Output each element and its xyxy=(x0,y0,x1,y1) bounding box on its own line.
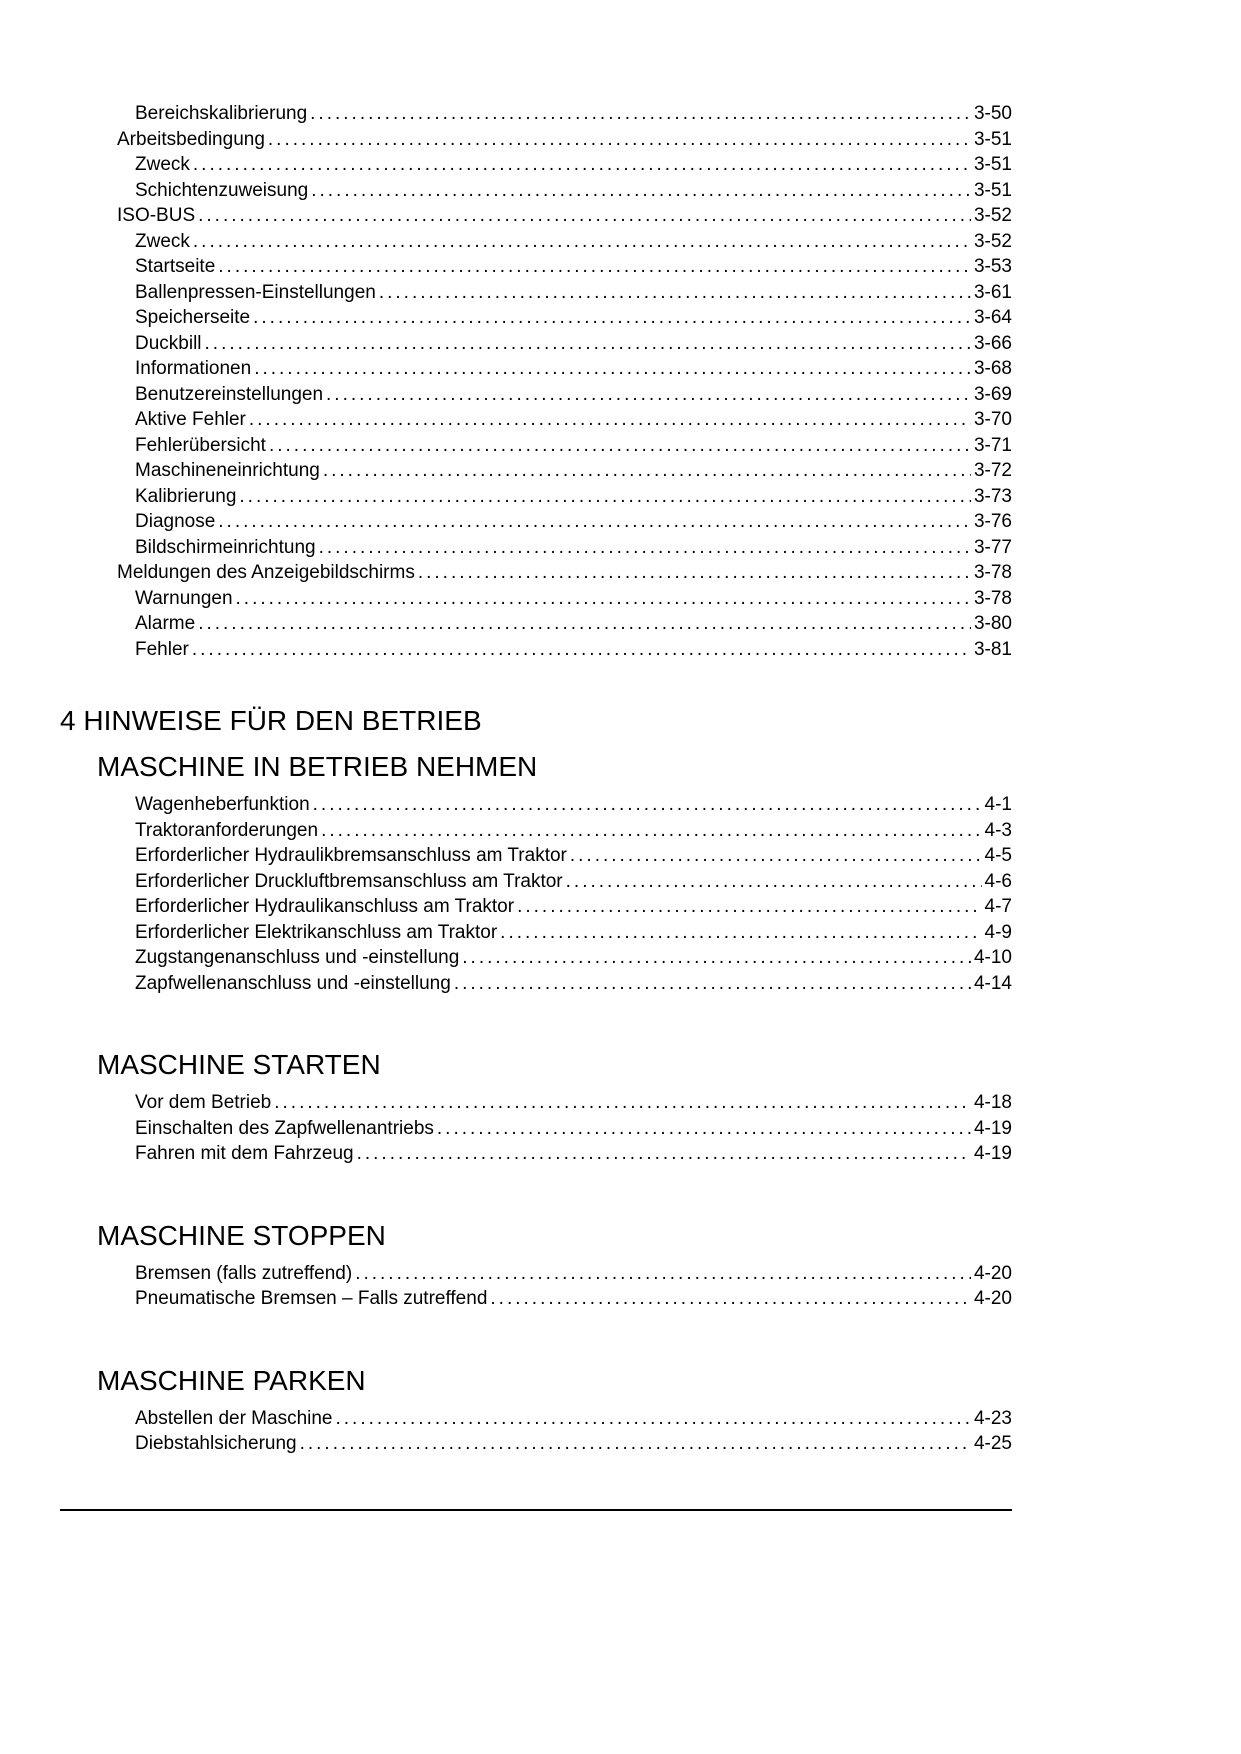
toc-entry-page: 3-51 xyxy=(973,128,1012,150)
toc-entry-label: Fehlerübersicht xyxy=(135,434,266,456)
toc-entry xyxy=(60,920,1012,946)
toc-entry-label: Vor dem Betrieb xyxy=(135,1092,272,1113)
dot-leader xyxy=(269,433,971,459)
toc-entry-label: Alarme xyxy=(135,613,196,634)
toc-entry-label: ISO-BUS xyxy=(117,205,196,226)
dot-leader xyxy=(418,560,971,586)
section-title: MASCHINE IN BETRIEB NEHMEN xyxy=(97,751,538,782)
toc-entry xyxy=(60,611,1012,637)
toc-entry-label: Zweck xyxy=(135,154,190,175)
dot-leader xyxy=(198,203,971,229)
toc-entry-page: 3-72 xyxy=(973,460,1012,481)
toc-entry xyxy=(60,305,1012,331)
toc-entry-label: Informationen xyxy=(135,358,252,379)
toc-entry xyxy=(60,127,1012,153)
toc-entry-page: 3-80 xyxy=(973,613,1012,634)
toc-entry-page: 3-53 xyxy=(973,256,1012,277)
dot-leader xyxy=(462,945,971,971)
toc-entry xyxy=(60,509,1012,535)
toc-entry xyxy=(60,254,1012,280)
dot-leader xyxy=(249,407,971,433)
toc-entry-label: Erforderlicher Elektrikanschluss am Traktor xyxy=(135,921,498,943)
toc-entry xyxy=(60,1286,1012,1312)
toc-entry-group xyxy=(60,1090,1012,1167)
section-title: MASCHINE STOPPEN xyxy=(97,1219,386,1251)
toc-entry-page: 4-23 xyxy=(973,1407,1012,1429)
toc-entry xyxy=(60,178,1012,204)
toc-entry-label: Bremsen (falls zutreffend) xyxy=(135,1262,353,1284)
toc-entry-label: Warnungen xyxy=(135,587,233,609)
toc-entry-label: Bereichskalibrierung xyxy=(135,103,308,124)
toc-entry-page: 4-10 xyxy=(973,947,1012,968)
toc-entry-page: 4-19 xyxy=(973,1117,1012,1139)
toc-entry-page: 3-66 xyxy=(973,332,1012,354)
toc-entry-label: Duckbill xyxy=(135,332,202,354)
toc-entry xyxy=(60,203,1012,229)
dot-leader xyxy=(239,484,971,510)
toc-entry-page: 3-64 xyxy=(973,307,1012,328)
toc-entry-page: 4-14 xyxy=(973,972,1012,994)
toc-entry-page: 3-52 xyxy=(973,230,1012,252)
toc-entry-page: 3-81 xyxy=(973,638,1012,660)
dot-leader xyxy=(193,229,971,255)
toc-entry xyxy=(60,280,1012,306)
dot-leader xyxy=(323,458,971,484)
toc-entry-label: Benutzereinstellungen xyxy=(135,383,324,405)
toc-entry xyxy=(60,152,1012,178)
toc-entry-label: Schichtenzuweisung xyxy=(135,179,309,201)
toc-entry xyxy=(60,535,1012,561)
toc-entry-page: 3-61 xyxy=(973,281,1012,303)
toc-entry xyxy=(60,101,1012,127)
toc-entry-label: Zapfwellenanschluss und -einstellung xyxy=(135,972,451,994)
dot-leader xyxy=(490,1286,971,1312)
toc-entry xyxy=(60,792,1012,818)
dot-leader xyxy=(326,382,971,408)
toc-entry xyxy=(60,971,1012,997)
dot-leader xyxy=(566,869,982,895)
dot-leader xyxy=(517,894,981,920)
toc-entry-label: Startseite xyxy=(135,256,216,277)
dot-leader xyxy=(500,920,981,946)
toc-entry-page: 4-3 xyxy=(984,819,1012,841)
dot-leader xyxy=(454,971,971,997)
dot-leader xyxy=(355,1261,971,1287)
toc-entry-page: 3-78 xyxy=(973,562,1012,583)
dot-leader xyxy=(319,535,971,561)
dot-leader xyxy=(218,254,971,280)
toc-entry-page: 4-5 xyxy=(984,845,1012,866)
toc-entry-page: 4-18 xyxy=(973,1092,1012,1113)
toc-entry-page: 3-52 xyxy=(973,205,1012,226)
toc-entry-page: 4-20 xyxy=(973,1262,1012,1284)
toc-entry-label: Diebstahlsicherung xyxy=(135,1433,297,1454)
toc-entry-page: 3-73 xyxy=(973,485,1012,507)
dot-leader xyxy=(254,356,971,382)
dot-leader xyxy=(274,1090,971,1116)
toc-entry xyxy=(60,894,1012,920)
toc-entry xyxy=(60,869,1012,895)
toc-entry-page: 3-77 xyxy=(973,536,1012,558)
toc-entry-label: Kalibrierung xyxy=(135,485,237,507)
dot-leader xyxy=(357,1141,971,1167)
toc-entry xyxy=(60,484,1012,510)
toc-entry-label: Erforderlicher Druckluftbremsanschluss am Traktor xyxy=(135,870,563,892)
toc-entry-page: 3-51 xyxy=(973,154,1012,175)
toc-entry-page: 4-25 xyxy=(973,1433,1012,1454)
toc-entry xyxy=(60,560,1012,586)
section-title: MASCHINE STARTEN xyxy=(97,1049,381,1080)
toc-entry xyxy=(60,1141,1012,1167)
toc-entry-label: Traktoranforderungen xyxy=(135,819,319,841)
toc-entry-label: Fahren mit dem Fahrzeug xyxy=(135,1143,354,1164)
toc-entry xyxy=(60,331,1012,357)
toc-entry xyxy=(60,229,1012,255)
toc-entry-page: 3-69 xyxy=(973,383,1012,405)
toc-entry xyxy=(60,1431,1012,1457)
dot-leader xyxy=(313,792,982,818)
dot-leader xyxy=(300,1431,971,1457)
dot-leader xyxy=(379,280,971,306)
dot-leader xyxy=(218,509,971,535)
toc-entry xyxy=(60,1116,1012,1142)
dot-leader xyxy=(198,611,971,637)
toc-entry-group xyxy=(60,792,1012,996)
toc-entry xyxy=(60,1090,1012,1116)
toc-entry-page: 4-7 xyxy=(984,896,1012,917)
toc-entry-label: Ballenpressen-Einstellungen xyxy=(135,281,376,303)
toc-entry-page: 4-19 xyxy=(973,1143,1012,1164)
toc-entry-group xyxy=(60,101,1012,662)
toc-entry-label: Zweck xyxy=(135,230,190,252)
dot-leader xyxy=(236,586,971,612)
dot-leader xyxy=(268,127,971,153)
toc-entry-label: Einschalten des Zapfwellenantriebs xyxy=(135,1117,434,1139)
toc-entry-page: 3-51 xyxy=(973,179,1012,201)
toc-entry-label: Aktive Fehler xyxy=(135,409,246,430)
toc-entry-label: Meldungen des Anzeigebildschirms xyxy=(117,562,415,583)
toc-entry-page: 4-20 xyxy=(973,1288,1012,1309)
toc-entry xyxy=(60,407,1012,433)
toc-entry-page: 3-78 xyxy=(973,587,1012,609)
dot-leader xyxy=(193,152,971,178)
footer-divider xyxy=(60,1509,1012,1511)
dot-leader xyxy=(336,1406,971,1432)
toc-content xyxy=(60,101,1012,1459)
dot-leader xyxy=(570,843,982,869)
toc-entry xyxy=(60,356,1012,382)
toc-entry-label: Speicherseite xyxy=(135,307,251,328)
chapter-title: 4 HINWEISE FÜR DEN BETRIEB xyxy=(60,705,482,736)
toc-entry-label: Wagenheberfunktion xyxy=(135,794,310,815)
toc-entry xyxy=(60,1261,1012,1287)
toc-entry xyxy=(60,586,1012,612)
toc-entry-label: Fehler xyxy=(135,638,189,660)
dot-leader xyxy=(310,101,971,127)
toc-entry-label: Maschineneinrichtung xyxy=(135,460,320,481)
dot-leader xyxy=(205,331,971,357)
toc-entry xyxy=(60,1406,1012,1432)
toc-entry-label: Zugstangenanschluss und -einstellung xyxy=(135,947,460,968)
toc-entry-page: 3-68 xyxy=(973,358,1012,379)
dot-leader xyxy=(192,637,971,663)
toc-entry xyxy=(60,945,1012,971)
toc-entry-page: 3-76 xyxy=(973,511,1012,532)
dot-leader xyxy=(321,818,981,844)
toc-entry-label: Arbeitsbedingung xyxy=(117,128,265,150)
toc-entry-label: Pneumatische Bremsen – Falls zutreffend xyxy=(135,1288,488,1309)
toc-entry-label: Erforderlicher Hydraulikbremsanschluss am Traktor xyxy=(135,845,567,866)
dot-leader xyxy=(311,178,971,204)
toc-entry xyxy=(60,433,1012,459)
toc-entry-label: Erforderlicher Hydraulikanschluss am Traktor xyxy=(135,896,515,917)
toc-entry-page: 4-9 xyxy=(984,921,1012,943)
toc-entry-label: Bildschirmeinrichtung xyxy=(135,536,316,558)
toc-entry-group xyxy=(60,1261,1012,1312)
toc-entry xyxy=(60,818,1012,844)
toc-entry-page: 4-1 xyxy=(984,794,1012,815)
toc-entry-page: 3-71 xyxy=(973,434,1012,456)
dot-leader xyxy=(437,1116,971,1142)
toc-entry xyxy=(60,458,1012,484)
toc-entry-label: Abstellen der Maschine xyxy=(135,1407,333,1429)
toc-entry xyxy=(60,382,1012,408)
toc-entry-page: 3-50 xyxy=(973,103,1012,124)
toc-entry xyxy=(60,637,1012,663)
toc-entry xyxy=(60,843,1012,869)
toc-entry-label: Diagnose xyxy=(135,511,216,532)
toc-entry-group xyxy=(60,1406,1012,1457)
section-title: MASCHINE PARKEN xyxy=(97,1364,366,1396)
toc-entry-page: 4-6 xyxy=(984,870,1012,892)
dot-leader xyxy=(253,305,971,331)
toc-entry-page: 3-70 xyxy=(973,409,1012,430)
